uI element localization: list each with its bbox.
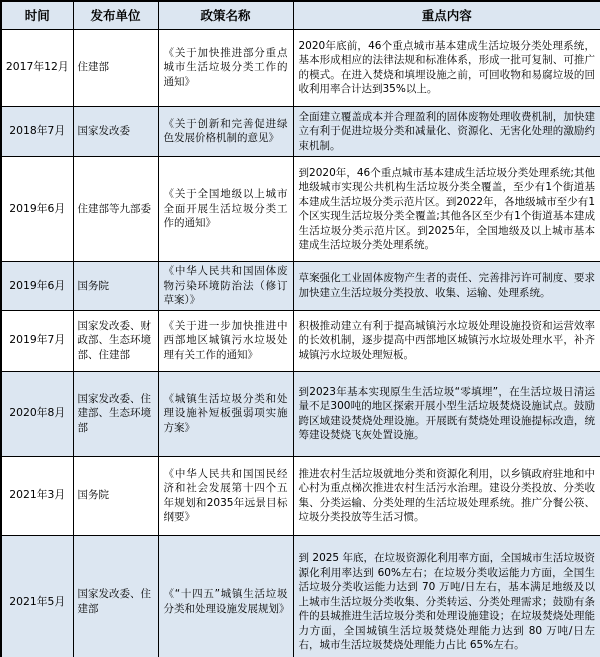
cell-policy: 《中华人民共和国固体废物污染环境防治法（修订草案）》	[158, 262, 293, 311]
cell-policy: 《关于加快推进部分重点城市生活垃圾分类工作的通知》	[158, 29, 293, 106]
cell-time: 2021年5月	[1, 535, 73, 657]
cell-unit: 国家发改委、住建部、生态环境部	[73, 371, 158, 456]
cell-content: 到 2025 年底，在垃圾资源化利用率方面，全国城市生活垃圾资源化利用率达到 60%左右；在垃圾分类收运能力方面，全国生活垃圾分类收运能力达到 70 万吨/日左右，基本满足地级及以上城市生活垃圾分类收集、分类转运、分类处理需求；鼓励有条件的县城推进生活垃圾分类和处理设施建设；在垃圾焚烧处理能力方面，全国城镇生活垃圾焚烧处理能力达到 80 万吨/日左右，城市生活垃圾焚烧处理能力占比 65%左右。	[293, 535, 600, 657]
cell-policy: 《中华人民共和国国民经济和社会发展第十四个五年规划和2035年远景目标纲要》	[158, 456, 293, 535]
cell-time: 2018年7月	[1, 106, 73, 157]
table-row	[1, 310, 600, 371]
table-row	[1, 106, 600, 157]
cell-unit: 国家发改委	[73, 106, 158, 157]
cell-policy: 《“十四五”城镇生活垃圾分类和处理设施发展规划》	[158, 535, 293, 657]
cell-unit: 国务院	[73, 456, 158, 535]
cell-policy: 《关于进一步加快推进中西部地区城镇污水垃圾处理有关工作的通知》	[158, 310, 293, 371]
cell-content: 到2020年，46个重点城市基本建成生活垃圾分类处理系统;其他地级城市实现公共机构生活垃圾分类全覆盖，至少有1个街道基本建成生活垃圾分类示范片区。到2022年，各地级城市至少有1个区实现生活垃圾分类全覆盖;其他各区至少有1个街道基本建成生活垃圾分类示范片区。到2025年，全国地级及以上城市基本建成生活垃圾分类处理系统。	[293, 157, 600, 262]
table-row	[1, 262, 600, 311]
cell-time: 2019年7月	[1, 310, 73, 371]
table-header	[1, 1, 600, 29]
header-cell-unit: 发布单位	[73, 1, 158, 29]
cell-content: 全面建立覆盖成本并合理盈利的固体废物处理收费机制，加快建立有利于促进垃圾分类和减量化、资源化、无害化处理的激励约束机制。	[293, 106, 600, 157]
header-cell-time: 时间	[1, 1, 73, 29]
cell-unit: 国家发改委、财政部、生态环境部、住建部	[73, 310, 158, 371]
header-row	[1, 1, 600, 29]
cell-time: 2017年12月	[1, 29, 73, 106]
cell-unit: 住建部等九部委	[73, 157, 158, 262]
cell-content: 推进农村生活垃圾就地分类和资源化利用，以乡镇政府驻地和中心村为重点梯次推进农村生活污水治理。建设分类投放、分类收集、分类运输、分类处理的生活垃圾处理系统。推广分餐公筷、垃圾分类投放等生活习惯。	[293, 456, 600, 535]
header-cell-policy: 政策名称	[158, 1, 293, 29]
cell-policy: 《城镇生活垃圾分类和处理设施补短板强弱项实施方案》	[158, 371, 293, 456]
table-row	[1, 157, 600, 262]
cell-policy: 《关于创新和完善促进绿色发展价格机制的意见》	[158, 106, 293, 157]
cell-unit: 国家发改委、住建部	[73, 535, 158, 657]
table-row	[1, 371, 600, 456]
cell-content: 草案强化工业固体废物产生者的责任、完善排污许可制度、要求加快建立生活垃圾分类投放、收集、运输、处理系统。	[293, 262, 600, 311]
cell-unit: 国务院	[73, 262, 158, 311]
cell-time: 2021年3月	[1, 456, 73, 535]
cell-time: 2020年8月	[1, 371, 73, 456]
table-body	[1, 29, 600, 657]
cell-time: 2019年6月	[1, 262, 73, 311]
cell-time: 2019年6月	[1, 157, 73, 262]
cell-policy: 《关于全国地级以上城市全面开展生活垃圾分类工作的通知》	[158, 157, 293, 262]
cell-content: 积极推动建立有利于提高城镇污水垃圾处理设施投资和运营效率的长效机制，逐步提高中西部地区城镇污水垃圾处理水平，补齐城镇污水垃圾处理短板。	[293, 310, 600, 371]
table-row	[1, 456, 600, 535]
cell-unit: 住建部	[73, 29, 158, 106]
header-cell-content: 重点内容	[293, 1, 600, 29]
table-row	[1, 29, 600, 106]
cell-content: 到2023年基本实现原生生活垃圾“零填埋”，在生活垃圾日清运量不足300吨的地区探索开展小型生活垃圾焚烧设施试点。鼓励跨区域建设焚烧处理设施。开展既有焚烧处理设施提标改造，统筹建设焚烧飞灰处置设施。	[293, 371, 600, 456]
table-row	[1, 535, 600, 657]
cell-content: 2020年底前，46个重点城市基本建成生活垃圾分类处理系统，基本形成相应的法律法规和标准体系，形成一批可复制、可推广的模式。在进入焚烧和填埋设施之前，可回收物和易腐垃圾的回收利用率合计达到35%以上。	[293, 29, 600, 106]
